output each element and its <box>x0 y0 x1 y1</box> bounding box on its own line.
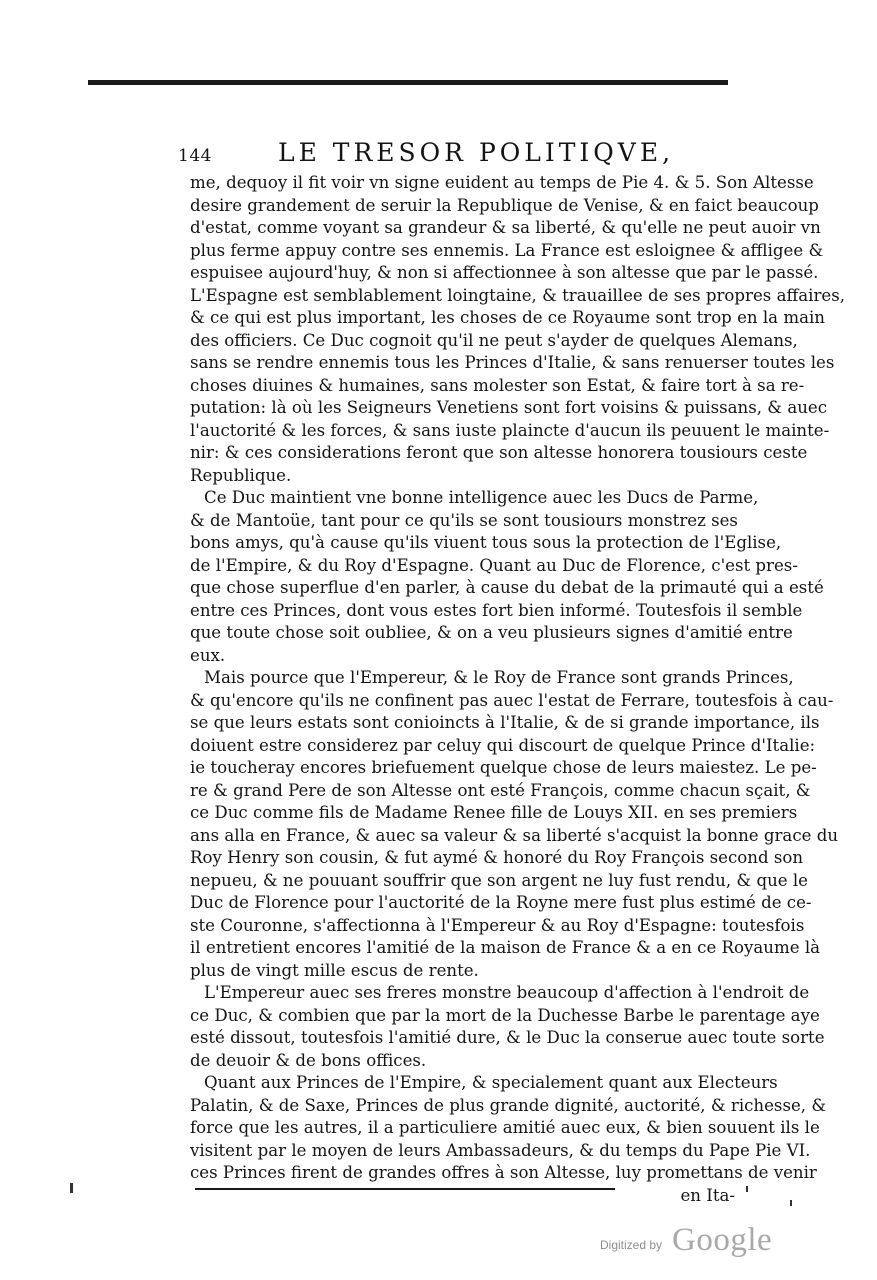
text-line: desire grandement de seruir la Republique de Venise, & en faict beaucoup <box>190 195 819 215</box>
text-line: nir: & ces considerations feront que son altesse honorera tousiours ceste <box>190 443 808 462</box>
text-line: que toute chose soit oubliee, & on a veu plusieurs signes d'amitié entre <box>190 623 793 642</box>
text-line: ce Duc comme fils de Madame Renee fille de Louys XII. en ses premiers <box>190 803 798 822</box>
text-line: que chose superflue d'en parler, à cause du debat de la primauté qui a esté <box>190 578 824 597</box>
text-line: d'estat, comme voyant sa grandeur & sa liberté, & qu'elle ne peut auoir vn <box>190 218 821 237</box>
text-line: sans se rendre ennemis tous les Princes d'Italie, & sans renuerser toutes les <box>190 353 835 372</box>
top-rule <box>88 80 728 85</box>
bottom-rule <box>195 1188 615 1190</box>
catchword: en Ita- <box>680 1185 735 1205</box>
text-line: espuisee aujourd'huy, & non si affectionnee à son altesse que par le passé. <box>190 263 819 282</box>
text-line: plus ferme appuy contre ses ennemis. La France est esloignee & affligee & <box>190 240 824 260</box>
text-line: ces Princes firent de grandes offres à son Altesse, luy promettans de venir <box>190 1163 817 1182</box>
text-line: ie toucheray encores briefuement quelque chose de leurs maiestez. Le pe- <box>190 758 817 777</box>
text-line: Quant aux Princes de l'Empire, & specialement quant aux Electeurs <box>204 1073 778 1092</box>
text-line: me, dequoy il fit voir vn signe euident au temps de Pie 4. & 5. Son Altesse <box>190 173 814 192</box>
scan-mark <box>790 1200 792 1206</box>
text-line: choses diuines & humaines, sans molester son Estat, & faire tort à sa re- <box>190 375 805 395</box>
text-line: Republique. <box>190 465 292 485</box>
text-line: ce Duc, & combien que par la mort de la Duchesse Barbe le parentage aye <box>190 1005 820 1025</box>
text-line: re & grand Pere de son Altesse ont esté François, comme chacun sçait, & <box>190 780 811 800</box>
text-line: force que les autres, il a particuliere amitié auec eux, & bien souuent ils le <box>190 1118 820 1137</box>
digitized-watermark <box>600 1222 790 1262</box>
running-head: LE TRESOR POLITIQVE, <box>278 138 675 167</box>
scan-mark <box>70 1183 73 1193</box>
text-line: de l'Empire, & du Roy d'Espagne. Quant au Duc de Florence, c'est pres- <box>190 555 798 575</box>
text-line: nepueu, & ne pouuant souffrir que son argent ne luy fust rendu, & que le <box>190 870 808 890</box>
text-line: des officiers. Ce Duc cognoit qu'il ne peut s'ayder de quelques Alemans, <box>190 330 798 350</box>
text-line: il entretient encores l'amitié de la maison de France & a en ce Royaume là <box>190 938 821 957</box>
text-line: L'Espagne est semblablement loingtaine, & trauaillee de ses propres affaires, <box>190 285 846 305</box>
text-line: Roy Henry son cousin, & fut aymé & honoré du Roy François second son <box>190 848 804 867</box>
watermark-prefix: Digitized by <box>600 1238 663 1252</box>
text-line: visitent par le moyen de leurs Ambassadeurs, & du temps du Pape Pie VI. <box>190 1140 811 1160</box>
text-line: l'auctorité & les forces, & sans iuste plaincte d'aucun ils peuuent le mainte- <box>190 420 830 440</box>
page-header <box>178 138 738 172</box>
text-line: & de Mantoüe, tant pour ce qu'ils se sont tousiours monstrez ses <box>190 510 738 530</box>
text-line: Ce Duc maintient vne bonne intelligence auec les Ducs de Parme, <box>204 488 759 507</box>
text-line: & ce qui est plus important, les choses de ce Royaume sont trop en la main <box>190 308 825 327</box>
body-text <box>190 172 846 1207</box>
scan-mark <box>746 1186 748 1192</box>
text-line: doiuent estre considerez par celuy qui discourt de quelque Prince d'Italie: <box>190 735 816 755</box>
text-line: de deuoir & de bons offices. <box>190 1050 427 1070</box>
text-line: L'Empereur auec ses freres monstre beaucoup d'affection à l'endroit de <box>204 983 810 1002</box>
text-line: entre ces Princes, dont vous estes fort bien informé. Toutesfois il semble <box>190 600 803 620</box>
text-line: esté dissout, toutesfois l'amitié dure, & le Duc la conserue auec toute sorte <box>190 1028 825 1047</box>
google-logo: Google <box>672 1222 773 1258</box>
text-line: bons amys, qu'à cause qu'ils viuent tous sous la protection de l'Eglise, <box>190 533 782 552</box>
text-line: & qu'encore qu'ils ne confinent pas auec l'estat de Ferrare, toutesfois à cau- <box>190 690 834 710</box>
text-line: putation: là où les Seigneurs Venetiens sont fort voisins & puissans, & auec <box>190 398 828 417</box>
text-line: se que leurs estats sont conioincts à l'Italie, & de si grande importance, ils <box>190 713 820 732</box>
text-line: ans alla en France, & auec sa valeur & sa liberté s'acquist la bonne grace du <box>190 825 839 845</box>
text-line: eux. <box>190 645 226 665</box>
text-line: Palatin, & de Saxe, Princes de plus grande dignité, auctorité, & richesse, & <box>190 1095 827 1115</box>
page-number: 144 <box>178 146 212 166</box>
text-line: Duc de Florence pour l'auctorité de la Royne mere fust plus estimé de ce- <box>190 893 812 912</box>
text-line: ste Couronne, s'affectionna à l'Empereur & au Roy d'Espagne: toutesfois <box>190 915 805 935</box>
text-line: Mais pource que l'Empereur, & le Roy de France sont grands Princes, <box>204 668 794 687</box>
text-line: plus de vingt mille escus de rente. <box>190 960 479 980</box>
